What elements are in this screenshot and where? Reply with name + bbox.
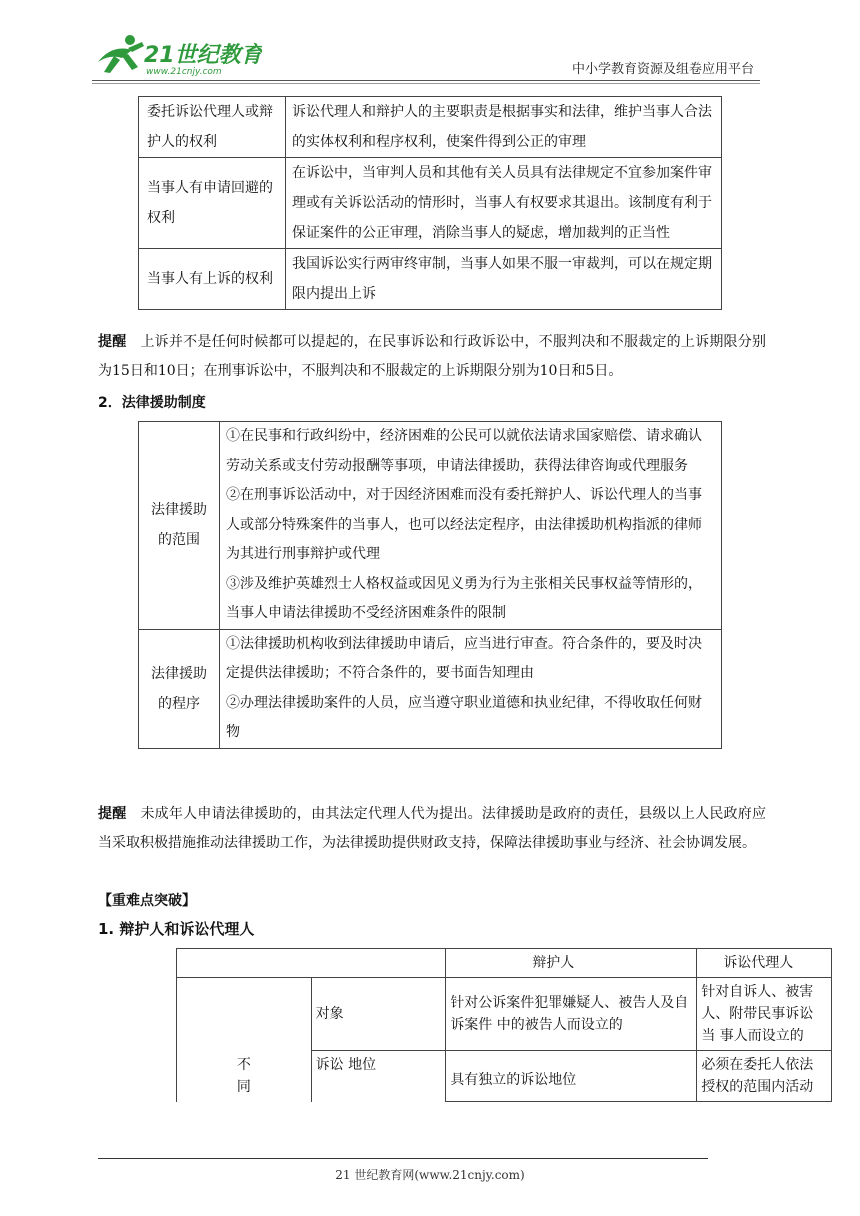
row-label: 诉讼 地位 [311,1051,446,1102]
defender-cell: 具有独立的诉讼地位 [446,1051,697,1102]
row-content: 我国诉讼实行两审终审制，当事人如果不服一审裁判，可以在规定期限内提出上诉 [286,249,722,310]
group-label [177,978,312,1102]
reminder-text: 上诉并不是任何时候都可以提起的，在民事诉讼和行政诉讼中，不服判决和不服裁定的上诉期限分别为15日和10日；在刑事诉讼中，不服判决和不服裁定的上诉期限分别为10日和5日。 [98,334,767,379]
table-row [177,978,832,1051]
header-divider-thin [92,83,760,84]
row-content [220,629,722,748]
table-row [139,629,722,748]
table-row [139,158,722,249]
row-content: 在诉讼中，当审判人员和其他有关人员具有法律规定不宜参加案件审理或有关诉讼活动的情形时，当事人有权要求其退出。该制度有利于保证案件的公正审理，消除当事人的疑虑，增加裁判的正当性 [286,158,722,249]
reminder-label: 提醒 [98,334,127,350]
footer-text: 21 世纪教育网(www.21cnjy.com) [335,1168,525,1182]
table-header-row [177,949,832,978]
row-title: 当事人有申请回避的权利 [139,158,286,249]
row-content: 诉讼代理人和辩护人的主要职责是根据事实和法律，维护当事人合法的实体权利和程序权利，使案件得到公正的审理 [286,97,722,158]
sub-heading: 1. 辩护人和诉讼代理人 [98,920,255,938]
reminder-note [98,800,766,858]
logo-url: www.21cnjy.com [146,67,222,77]
row-label: 对象 [311,978,446,1051]
list-item: ③涉及维护英雄烈士人格权益或因见义勇为行为主张相关民事权益等情形的，当事人申请法律援助不受经济困难条件的限制 [226,575,702,621]
list-item: ①在民事和行政纠纷中，经济困难的公民可以就依法请求国家赔偿、请求确认劳动关系或支付劳动报酬等事项，申请法律援助，获得法律咨询或代理服务 [226,428,702,474]
column-header-defender: 辩护人 [446,949,697,978]
section-heading: 2．法律援助制度 [98,395,206,411]
table-row [139,249,722,310]
reminder-text: 未成年人申请法律援助的，由其法定代理人代为提出。法律援助是政府的责任，县级以上人民政府应当采取积极措施推动法律援助工作，为法律援助提供财政支持，保障法律援助事业与经济、社会协调发展。 [98,806,767,851]
footer-divider [98,1158,708,1159]
group-label-text: 不同 [236,1056,251,1095]
legal-aid-table [138,421,722,749]
table-row [139,97,722,158]
list-item: ②在刑事诉讼活动中，对于因经济困难而没有委托辩护人、诉讼代理人的当事人或部分特殊案件的当事人，也可以经法定程序，由法律援助机构指派的律师为其进行刑事辩护或代理 [226,487,702,562]
agent-cell: 针对自诉人、被害人、附带民事诉讼当 事人而设立的 [697,978,832,1051]
agent-cell: 必须在委托人依法授权的范围内活动 [697,1051,832,1102]
column-header-agent: 诉讼代理人 [697,949,832,978]
row-title: 委托诉讼代理人或辩护人的权利 [139,97,286,158]
section-heading: 【重难点突破】 [98,893,196,909]
litigant-rights-table [138,96,722,310]
logo-text: 21世纪教育 [144,43,262,68]
defender-cell: 针对公诉案件犯罪嫌疑人、被告人及自诉案件 中的被告人而设立的 [446,978,697,1051]
defender-agent-comparison-table [176,948,832,1102]
row-title: 法律援助的程序 [139,629,220,748]
reminder-note [98,328,766,386]
row-title: 当事人有上诉的权利 [139,249,286,310]
header-divider [92,80,760,81]
list-item: ②办理法律援助案件的人员，应当遵守职业道德和执业纪律，不得收取任何财物 [226,694,702,740]
header-blank-cell [177,949,446,978]
row-title: 法律援助的范围 [139,422,220,630]
site-tagline: 中小学教育资源及组卷应用平台 [571,62,754,77]
reminder-label: 提醒 [98,806,127,822]
table-row [139,422,722,630]
list-item: ①法律援助机构收到法律援助申请后，应当进行审查。符合条件的，要及时决定提供法律援助；不符合条件的，要书面告知理由 [226,635,702,681]
row-content [220,422,722,630]
